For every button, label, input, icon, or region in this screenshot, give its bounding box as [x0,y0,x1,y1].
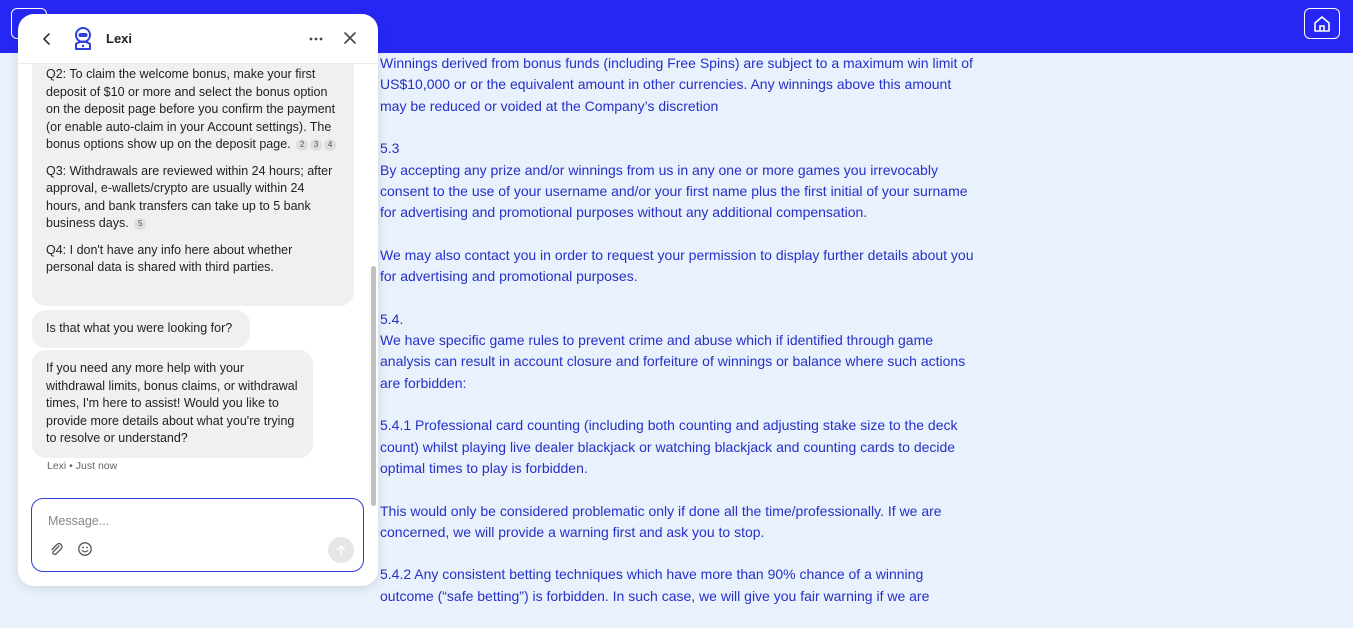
faq-answer [46,64,340,154]
terms-paragraph: We may also contact you in order to request your permission to display further details about you for advertising and promotional purposes. [380,246,974,285]
robot-icon [70,25,96,51]
citation-badge[interactable]: 3 [310,139,322,151]
smile-icon[interactable] [77,541,93,557]
home-icon [1312,14,1332,34]
terms-paragraph: 5.3 By accepting any prize and/or winnings from us in any one or more games you irrevocably consent to the use of your username and/or your first name plus the first initial of your surname for advertising and promotional purposes without any additional compensation. [380,140,968,221]
terms-paragraph: 5.4.1 Professional card counting (including both counting and adjusting stake size to the deck count) whilst playing live dealer blackjack or watching blackjack and counting cards to decide optimal times to play is forbidden. [380,417,958,477]
scrollbar-thumb[interactable] [371,266,376,506]
message-text: If you need any more help with your withdrawal limits, bonus claims, or withdrawal times, I'm here to assist! Would you like to provide more details about what you're trying to resolve or understand? [46,361,298,445]
faq-answer [46,163,340,233]
message-bubble [32,64,354,306]
agent-name: Lexi [106,31,133,46]
terms-paragraph: 5.4.2 Any consistent betting techniques which have more than 90% chance of a winning outcome (“safe betting”) is forbidden. In such case, we will give you fair warning if we are [380,566,930,604]
chat-panel [18,14,378,586]
message-text: Is that what you were looking for? [46,321,233,335]
message-list[interactable] [18,64,378,494]
paperclip-icon[interactable] [48,541,64,557]
terms-paragraph: Winnings derived from bonus funds (including Free Spins) are subject to a maximum win limit of US$10,000 or or the equivalent amount in other currencies. Any winnings above this amount may be reduced or voided at the Company’s discretion [380,55,973,114]
faq-answer: Q4: I don't have any info here about whether personal data is shared with third parties. [46,242,293,274]
terms-paragraph: This would only be considered problematic only if done all the time/professionally. If we are concerned, we will provide a warning first and ask you to stop. [380,502,942,540]
message-bubble [32,350,313,458]
chevron-left-icon[interactable] [40,31,54,47]
home-button[interactable] [1304,8,1340,39]
message-composer [31,498,364,572]
chat-header [18,14,378,64]
terms-content [380,53,980,628]
faq-answer-text: Q2: To claim the welcome bonus, make your first deposit of $10 or more and select the bonus option on the deposit page before you confirm the payment (or enable auto-claim in your Account settings). The bonus options show up on the deposit page. [46,67,336,151]
citation-badge[interactable]: 4 [324,139,336,151]
close-icon[interactable] [342,30,358,46]
faq-answer-text: Q3: Withdrawals are reviewed within 24 hours; after approval, e-wallets/crypto are usually within 24 hours, and bank transfers can take up to 5 bank business days. [46,163,333,230]
citation-badge[interactable]: 2 [296,139,308,151]
send-button[interactable] [328,537,354,563]
arrow-up-icon [335,544,347,556]
message-meta: Lexi • Just now [47,460,118,472]
message-input[interactable] [46,509,340,533]
more-horizontal-icon[interactable] [308,31,324,47]
terms-paragraph: 5.4. We have specific game rules to prevent crime and abuse which if identified through game analysis can result in account closure and forfeiture of winnings or balance where such actions are forbidden: [380,310,966,391]
citation-badge[interactable]: 5 [134,218,146,230]
message-bubble [32,310,250,348]
